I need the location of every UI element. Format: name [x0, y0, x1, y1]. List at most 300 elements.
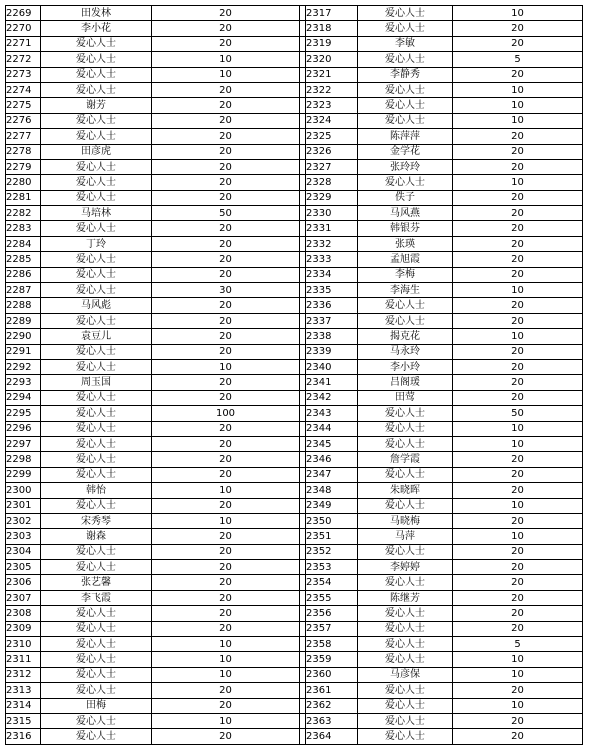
- table-row: [6, 375, 583, 390]
- row-number: 2337: [306, 313, 358, 328]
- row-number: 2333: [306, 252, 358, 267]
- donation-amount: 10: [453, 6, 583, 21]
- donation-amount: 20: [152, 452, 300, 467]
- row-number: 2281: [6, 190, 41, 205]
- table-row: [6, 267, 583, 282]
- donor-name: 爱心人士: [358, 98, 453, 113]
- table-row: [6, 98, 583, 113]
- donor-name: 爱心人士: [41, 637, 152, 652]
- donor-name: 马培林: [41, 206, 152, 221]
- donation-amount: 20: [152, 621, 300, 636]
- donor-name: 爱心人士: [41, 190, 152, 205]
- donor-name: 爱心人士: [41, 667, 152, 682]
- donation-amount: 20: [453, 144, 583, 159]
- donor-name: 爱心人士: [358, 544, 453, 559]
- table-row: [6, 467, 583, 482]
- donor-name: 爱心人士: [41, 406, 152, 421]
- table-row: [6, 52, 583, 67]
- row-number: 2274: [6, 82, 41, 97]
- row-number: 2362: [306, 698, 358, 713]
- table-row: [6, 344, 583, 359]
- donor-name: 爱心人士: [41, 713, 152, 728]
- table-row: [6, 359, 583, 374]
- donor-name: 揭克花: [358, 329, 453, 344]
- donation-amount: 20: [453, 298, 583, 313]
- row-number: 2345: [306, 436, 358, 451]
- donation-amount: 10: [453, 436, 583, 451]
- table-row: [6, 621, 583, 636]
- donor-name: 张瑛: [358, 236, 453, 251]
- donor-name: 爱心人士: [41, 359, 152, 374]
- row-number: 2339: [306, 344, 358, 359]
- donation-sheet: [5, 5, 583, 745]
- donor-name: 爱心人士: [358, 52, 453, 67]
- table-row: [6, 606, 583, 621]
- row-number: 2346: [306, 452, 358, 467]
- donor-name: 田发林: [41, 6, 152, 21]
- row-number: 2359: [306, 652, 358, 667]
- donor-name: 爱心人士: [41, 683, 152, 698]
- table-row: [6, 175, 583, 190]
- table-row: [6, 67, 583, 82]
- donation-amount: 20: [453, 252, 583, 267]
- donation-amount: 20: [152, 21, 300, 36]
- donor-name: 丁玲: [41, 236, 152, 251]
- donor-name: 爱心人士: [358, 698, 453, 713]
- table-row: [6, 283, 583, 298]
- donation-amount: 20: [152, 529, 300, 544]
- row-number: 2321: [306, 67, 358, 82]
- row-number: 2306: [6, 575, 41, 590]
- row-number: 2293: [6, 375, 41, 390]
- table-row: [6, 236, 583, 251]
- donation-amount: 20: [453, 267, 583, 282]
- table-row: [6, 36, 583, 51]
- row-number: 2327: [306, 159, 358, 174]
- donation-amount: 20: [453, 683, 583, 698]
- donor-name: 爱心人士: [41, 467, 152, 482]
- donor-name: 爱心人士: [358, 436, 453, 451]
- donor-name: 爱心人士: [358, 467, 453, 482]
- donor-name: 爱心人士: [41, 283, 152, 298]
- row-number: 2350: [306, 513, 358, 528]
- row-number: 2334: [306, 267, 358, 282]
- donor-name: 爱心人士: [41, 606, 152, 621]
- donation-amount: 10: [453, 98, 583, 113]
- table-row: [6, 513, 583, 528]
- donor-name: 爱心人士: [41, 82, 152, 97]
- table-row: [6, 544, 583, 559]
- donor-name: 爱心人士: [41, 421, 152, 436]
- row-number: 2310: [6, 637, 41, 652]
- donation-amount: 20: [152, 467, 300, 482]
- donation-amount: 50: [152, 206, 300, 221]
- row-number: 2330: [306, 206, 358, 221]
- donation-amount: 30: [152, 283, 300, 298]
- table-row: [6, 483, 583, 498]
- table-row: [6, 206, 583, 221]
- table-row: [6, 590, 583, 605]
- row-number: 2361: [306, 683, 358, 698]
- donation-amount: 20: [453, 544, 583, 559]
- donation-amount: 20: [453, 452, 583, 467]
- row-number: 2307: [6, 590, 41, 605]
- donor-name: 马萍: [358, 529, 453, 544]
- donation-amount: 20: [152, 236, 300, 251]
- donation-amount: 20: [453, 36, 583, 51]
- donor-name: 爱心人士: [41, 159, 152, 174]
- donor-name: 李飞霞: [41, 590, 152, 605]
- donor-name: 爱心人士: [41, 390, 152, 405]
- donation-amount: 10: [152, 713, 300, 728]
- table-row: [6, 498, 583, 513]
- table-row: [6, 698, 583, 713]
- row-number: 2285: [6, 252, 41, 267]
- donation-amount: 20: [453, 129, 583, 144]
- donation-amount: 20: [453, 67, 583, 82]
- row-number: 2288: [6, 298, 41, 313]
- donation-amount: 20: [152, 729, 300, 744]
- donation-amount: 20: [152, 390, 300, 405]
- table-row: [6, 637, 583, 652]
- row-number: 2277: [6, 129, 41, 144]
- donation-amount: 10: [453, 421, 583, 436]
- table-row: [6, 82, 583, 97]
- donation-amount: 20: [453, 159, 583, 174]
- table-row: [6, 6, 583, 21]
- donation-amount: 20: [152, 698, 300, 713]
- row-number: 2343: [306, 406, 358, 421]
- donation-amount: 20: [152, 129, 300, 144]
- donation-amount: 10: [152, 637, 300, 652]
- row-number: 2308: [6, 606, 41, 621]
- table-row: [6, 436, 583, 451]
- donor-name: 爱心人士: [41, 129, 152, 144]
- donor-name: 爱心人士: [41, 544, 152, 559]
- row-number: 2276: [6, 113, 41, 128]
- donor-name: 詹学霞: [358, 452, 453, 467]
- row-number: 2279: [6, 159, 41, 174]
- donation-amount: 20: [453, 560, 583, 575]
- donor-name: 周玉国: [41, 375, 152, 390]
- donation-amount: 20: [453, 575, 583, 590]
- donation-amount: 10: [152, 359, 300, 374]
- donor-name: 李敏: [358, 36, 453, 51]
- row-number: 2364: [306, 729, 358, 744]
- donation-amount: 20: [152, 113, 300, 128]
- donation-amount: 20: [152, 98, 300, 113]
- donation-amount: 20: [453, 221, 583, 236]
- table-row: [6, 452, 583, 467]
- donation-amount: 10: [453, 698, 583, 713]
- table-row: [6, 713, 583, 728]
- donation-amount: 20: [453, 190, 583, 205]
- row-number: 2278: [6, 144, 41, 159]
- table-row: [6, 652, 583, 667]
- row-number: 2311: [6, 652, 41, 667]
- donation-amount: 20: [453, 390, 583, 405]
- donor-name: 张艺馨: [41, 575, 152, 590]
- donation-amount: 20: [453, 236, 583, 251]
- row-number: 2313: [6, 683, 41, 698]
- donation-amount: 20: [453, 344, 583, 359]
- donor-name: 田莺: [358, 390, 453, 405]
- donation-amount: 20: [453, 729, 583, 744]
- row-number: 2349: [306, 498, 358, 513]
- row-number: 2335: [306, 283, 358, 298]
- row-number: 2342: [306, 390, 358, 405]
- donation-amount: 20: [152, 544, 300, 559]
- donor-name: 爱心人士: [358, 113, 453, 128]
- donor-name: 马彦保: [358, 667, 453, 682]
- row-number: 2316: [6, 729, 41, 744]
- table-row: [6, 729, 583, 744]
- donation-amount: 20: [453, 590, 583, 605]
- row-number: 2273: [6, 67, 41, 82]
- donation-amount: 20: [152, 175, 300, 190]
- donor-name: 爱心人士: [41, 113, 152, 128]
- donor-name: 爱心人士: [358, 498, 453, 513]
- row-number: 2363: [306, 713, 358, 728]
- table-row: [6, 575, 583, 590]
- donation-amount: 20: [152, 683, 300, 698]
- donor-name: 孟旭霞: [358, 252, 453, 267]
- donation-amount: 10: [453, 82, 583, 97]
- donor-name: 爱心人士: [41, 621, 152, 636]
- row-number: 2336: [306, 298, 358, 313]
- row-number: 2287: [6, 283, 41, 298]
- donor-name: 爱心人士: [41, 252, 152, 267]
- row-number: 2348: [306, 483, 358, 498]
- donor-name: 吕阁瑗: [358, 375, 453, 390]
- donor-name: 张玲玲: [358, 159, 453, 174]
- table-row: [6, 159, 583, 174]
- table-row: [6, 560, 583, 575]
- row-number: 2270: [6, 21, 41, 36]
- row-number: 2294: [6, 390, 41, 405]
- row-number: 2289: [6, 313, 41, 328]
- donation-amount: 20: [152, 36, 300, 51]
- donor-name: 袁豆儿: [41, 329, 152, 344]
- donation-amount: 10: [453, 652, 583, 667]
- donor-name: 爱心人士: [41, 560, 152, 575]
- donation-amount: 10: [152, 67, 300, 82]
- donor-name: 爱心人士: [358, 421, 453, 436]
- donor-name: 爱心人士: [358, 175, 453, 190]
- row-number: 2314: [6, 698, 41, 713]
- row-number: 2272: [6, 52, 41, 67]
- row-number: 2352: [306, 544, 358, 559]
- donation-amount: 20: [152, 159, 300, 174]
- row-number: 2319: [306, 36, 358, 51]
- row-number: 2303: [6, 529, 41, 544]
- donor-name: 陈萍萍: [358, 129, 453, 144]
- donation-amount: 20: [152, 375, 300, 390]
- row-number: 2296: [6, 421, 41, 436]
- row-number: 2284: [6, 236, 41, 251]
- donor-name: 爱心人士: [41, 52, 152, 67]
- donation-amount: 10: [152, 667, 300, 682]
- row-number: 2290: [6, 329, 41, 344]
- row-number: 2299: [6, 467, 41, 482]
- row-number: 2340: [306, 359, 358, 374]
- row-number: 2341: [306, 375, 358, 390]
- donation-amount: 20: [453, 359, 583, 374]
- donation-amount: 20: [453, 313, 583, 328]
- donor-name: 马风燕: [358, 206, 453, 221]
- donor-name: 李静秀: [358, 67, 453, 82]
- row-number: 2347: [306, 467, 358, 482]
- row-number: 2301: [6, 498, 41, 513]
- row-number: 2300: [6, 483, 41, 498]
- donor-name: 爱心人士: [358, 713, 453, 728]
- donation-amount: 20: [152, 252, 300, 267]
- row-number: 2331: [306, 221, 358, 236]
- row-number: 2309: [6, 621, 41, 636]
- donor-name: 爱心人士: [358, 6, 453, 21]
- donation-amount: 20: [152, 298, 300, 313]
- donor-name: 马风彪: [41, 298, 152, 313]
- table-row: [6, 113, 583, 128]
- donation-amount: 20: [453, 206, 583, 221]
- donation-amount: 5: [453, 637, 583, 652]
- donation-amount: 10: [152, 652, 300, 667]
- row-number: 2305: [6, 560, 41, 575]
- donor-name: 金学花: [358, 144, 453, 159]
- donor-name: 爱心人士: [358, 313, 453, 328]
- row-number: 2292: [6, 359, 41, 374]
- donation-amount: 20: [152, 6, 300, 21]
- donation-amount: 20: [152, 144, 300, 159]
- donation-amount: 20: [152, 82, 300, 97]
- donor-name: 谢芳: [41, 98, 152, 113]
- table-row: [6, 190, 583, 205]
- table-row: [6, 390, 583, 405]
- row-number: 2286: [6, 267, 41, 282]
- donation-amount: 20: [152, 344, 300, 359]
- row-number: 2325: [306, 129, 358, 144]
- row-number: 2357: [306, 621, 358, 636]
- donor-name: 李小玲: [358, 359, 453, 374]
- table-row: [6, 529, 583, 544]
- table-row: [6, 252, 583, 267]
- row-number: 2317: [306, 6, 358, 21]
- donor-name: 马永玲: [358, 344, 453, 359]
- donation-amount: 20: [152, 267, 300, 282]
- row-number: 2275: [6, 98, 41, 113]
- donation-amount: 20: [453, 467, 583, 482]
- row-number: 2312: [6, 667, 41, 682]
- donation-amount: 20: [453, 21, 583, 36]
- donation-amount: 20: [453, 621, 583, 636]
- donor-name: 爱心人士: [41, 729, 152, 744]
- donation-amount: 20: [152, 421, 300, 436]
- donor-name: 韩怡: [41, 483, 152, 498]
- donor-name: 谢森: [41, 529, 152, 544]
- table-row: [6, 298, 583, 313]
- table-row: [6, 129, 583, 144]
- donation-amount: 20: [152, 590, 300, 605]
- donor-name: 爱心人士: [358, 606, 453, 621]
- row-number: 2282: [6, 206, 41, 221]
- row-number: 2326: [306, 144, 358, 159]
- donor-name: 爱心人士: [41, 436, 152, 451]
- donor-name: 爱心人士: [41, 652, 152, 667]
- donor-name: 爱心人士: [41, 498, 152, 513]
- donation-amount: 20: [152, 560, 300, 575]
- donation-amount: 20: [152, 221, 300, 236]
- row-number: 2329: [306, 190, 358, 205]
- donor-name: 爱心人士: [358, 637, 453, 652]
- row-number: 2298: [6, 452, 41, 467]
- donor-name: 田梅: [41, 698, 152, 713]
- row-number: 2351: [306, 529, 358, 544]
- table-row: [6, 21, 583, 36]
- row-number: 2358: [306, 637, 358, 652]
- donor-name: 爱心人士: [358, 621, 453, 636]
- donor-name: 爱心人士: [358, 575, 453, 590]
- donation-amount: 10: [152, 52, 300, 67]
- donor-name: 陈继芳: [358, 590, 453, 605]
- donation-amount: 20: [453, 483, 583, 498]
- donor-name: 李梅: [358, 267, 453, 282]
- donation-amount: 20: [152, 575, 300, 590]
- row-number: 2283: [6, 221, 41, 236]
- row-number: 2291: [6, 344, 41, 359]
- row-number: 2315: [6, 713, 41, 728]
- donor-name: 爱心人士: [358, 21, 453, 36]
- donor-name: 李海生: [358, 283, 453, 298]
- donation-amount: 20: [152, 190, 300, 205]
- donor-name: 爱心人士: [358, 406, 453, 421]
- donor-name: 爱心人士: [41, 221, 152, 236]
- donor-name: 李小花: [41, 21, 152, 36]
- donor-name: 爱心人士: [41, 67, 152, 82]
- row-number: 2318: [306, 21, 358, 36]
- donor-name: 李婷婷: [358, 560, 453, 575]
- donor-name: 爱心人士: [358, 298, 453, 313]
- row-number: 2360: [306, 667, 358, 682]
- row-number: 2271: [6, 36, 41, 51]
- donation-amount: 20: [453, 375, 583, 390]
- donor-name: 爱心人士: [41, 313, 152, 328]
- donor-name: 爱心人士: [41, 36, 152, 51]
- row-number: 2344: [306, 421, 358, 436]
- donation-table: [5, 5, 583, 745]
- donation-table-body: [6, 6, 583, 745]
- donation-amount: 10: [453, 283, 583, 298]
- table-row: [6, 406, 583, 421]
- row-number: 2328: [306, 175, 358, 190]
- donation-amount: 10: [453, 329, 583, 344]
- row-number: 2323: [306, 98, 358, 113]
- donation-amount: 20: [152, 313, 300, 328]
- donation-amount: 20: [152, 329, 300, 344]
- donor-name: 爱心人士: [358, 652, 453, 667]
- donation-amount: 100: [152, 406, 300, 421]
- donation-amount: 20: [152, 606, 300, 621]
- donation-amount: 20: [152, 498, 300, 513]
- row-number: 2353: [306, 560, 358, 575]
- donor-name: 朱晓晖: [358, 483, 453, 498]
- donor-name: 爱心人士: [41, 344, 152, 359]
- donor-name: 爱心人士: [41, 175, 152, 190]
- table-row: [6, 667, 583, 682]
- donation-amount: 20: [152, 436, 300, 451]
- donation-amount: 10: [453, 498, 583, 513]
- donation-amount: 10: [152, 483, 300, 498]
- donation-amount: 10: [453, 529, 583, 544]
